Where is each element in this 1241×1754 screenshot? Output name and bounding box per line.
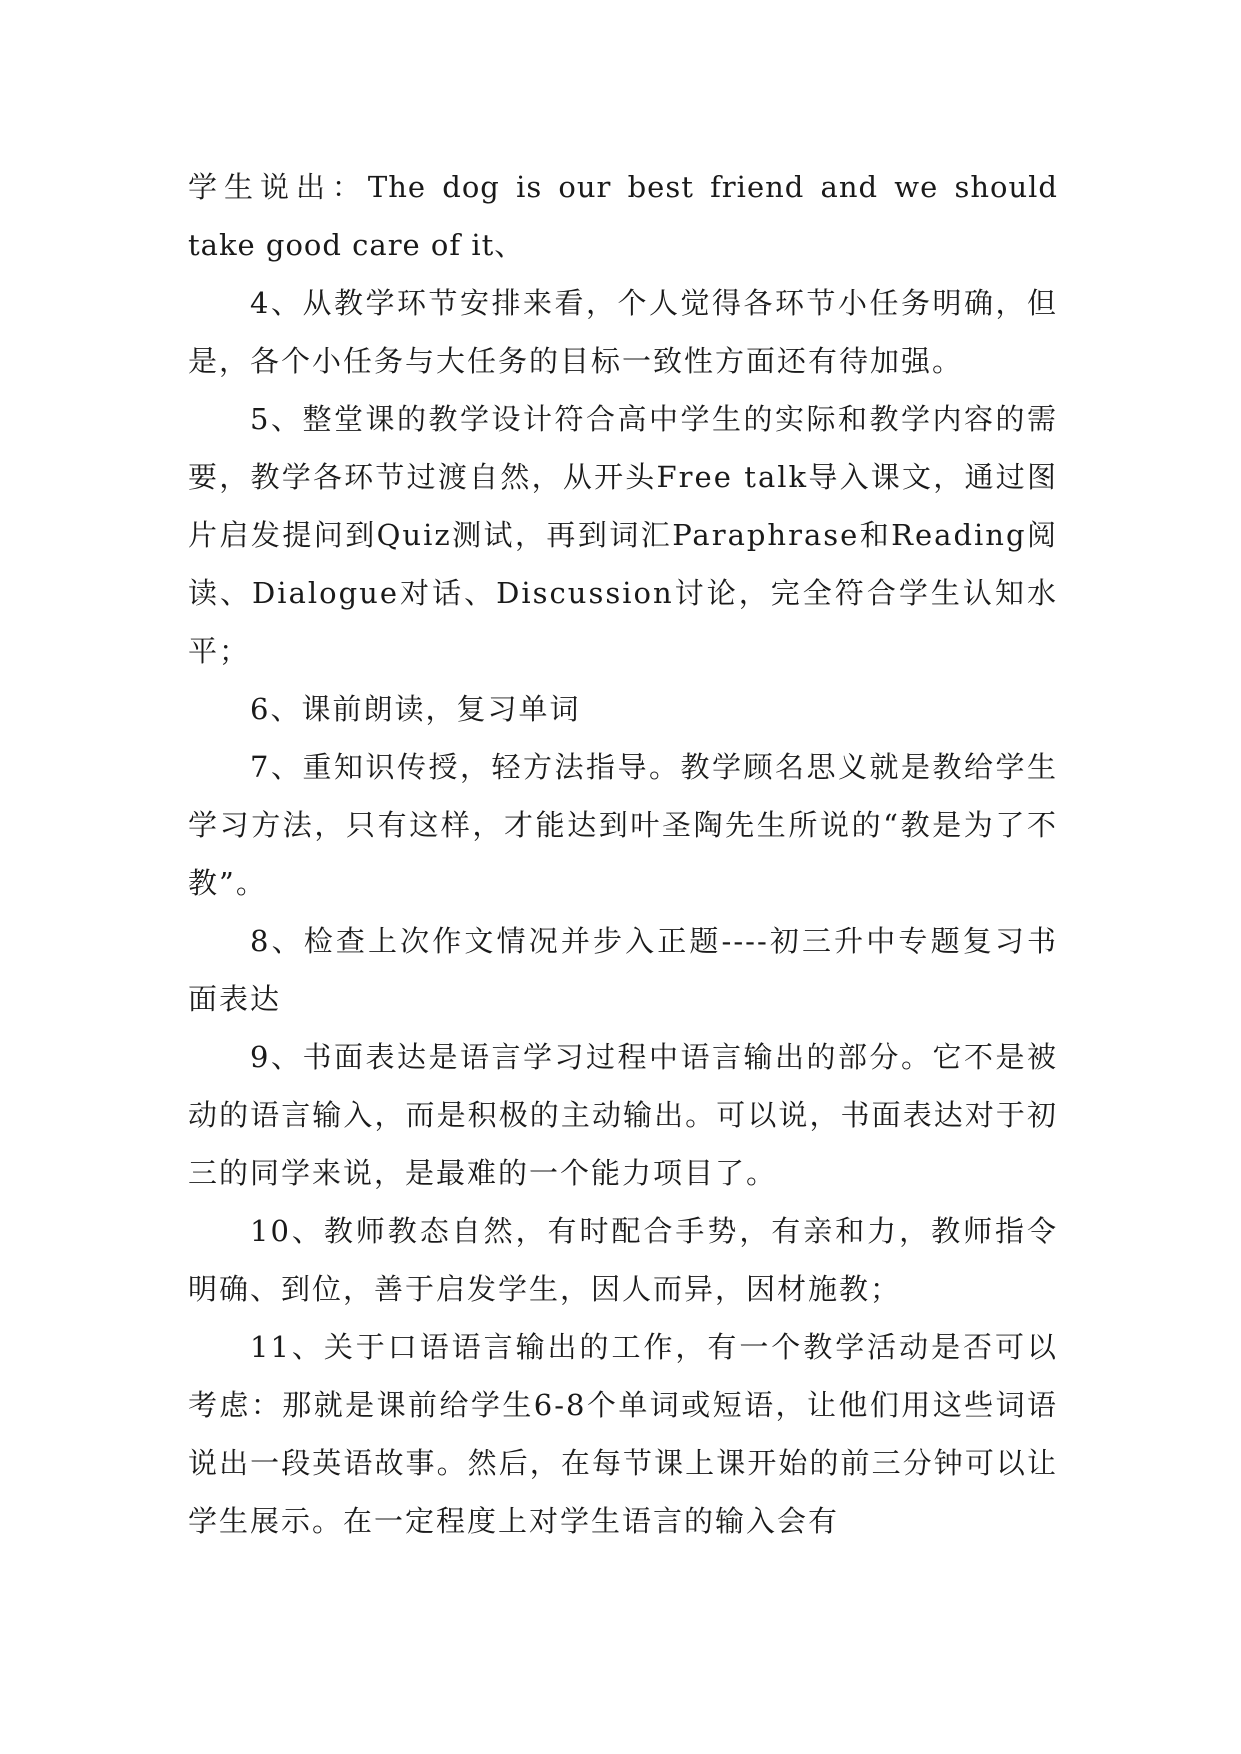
paragraph-item-6: 6、课前朗读，复习单词 [250, 692, 581, 726]
document-body [188, 158, 1058, 1550]
paragraph-item-7: 7、重知识传授，轻方法指导。教学顾名思义就是教给学生学习方法，只有这样，才能达到叶圣陶先生所说的“教是为了不教”。 [188, 750, 1058, 900]
paragraph-item-9: 9、书面表达是语言学习过程中语言输出的部分。它不是被动的语言输入，而是积极的主动输出。可以说，书面表达对于初三的同学来说，是最难的一个能力项目了。 [188, 1040, 1058, 1190]
paragraph-item-11: 11、关于口语语言输出的工作，有一个教学活动是否可以考虑：那就是课前给学生6-8个单词或短语，让他们用这些词语说出一段英语故事。然后，在每节课上课开始的前三分钟可以让学生展示。在一定程度上对学生语言的输入会有 [188, 1330, 1058, 1538]
paragraph-item-4: 4、从教学环节安排来看，个人觉得各环节小任务明确，但是，各个小任务与大任务的目标一致性方面还有待加强。 [188, 286, 1058, 378]
paragraph-continuation: 学生说出：The dog is our best friend and we should take good care of it、 [188, 170, 1058, 262]
paragraph-item-8: 8、检查上次作文情况并步入正题----初三升中专题复习书面表达 [188, 924, 1058, 1016]
paragraph-item-5: 5、整堂课的教学设计符合高中学生的实际和教学内容的需要，教学各环节过渡自然，从开头Free talk导入课文，通过图片启发提问到Quiz测试，再到词汇Paraphrase和Reading阅读、Dialogue对话、Discussion讨论，完全符合学生认知水平； [188, 402, 1058, 668]
paragraph-item-10: 10、教师教态自然，有时配合手势，有亲和力，教师指令明确、到位，善于启发学生，因人而异，因材施教； [188, 1214, 1058, 1306]
